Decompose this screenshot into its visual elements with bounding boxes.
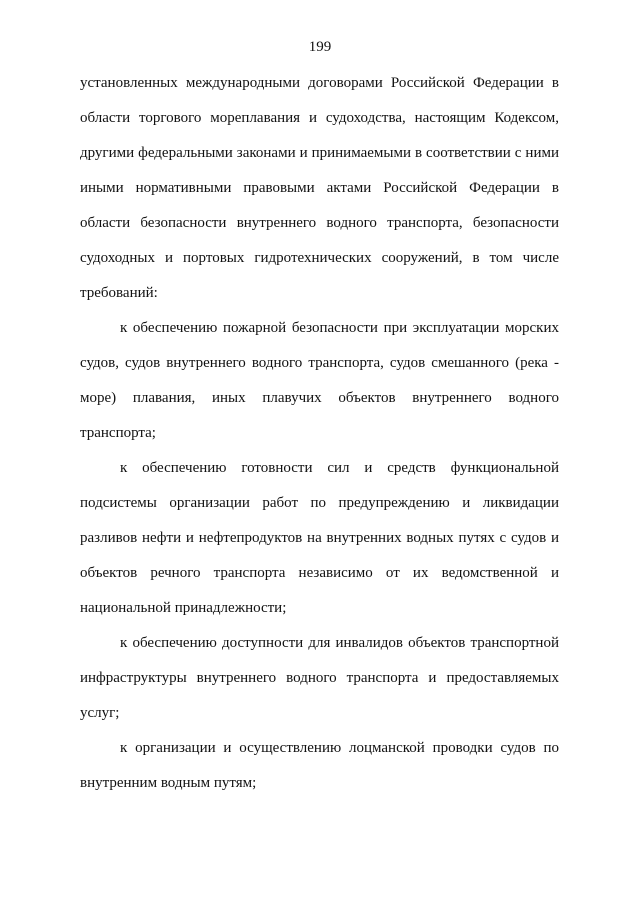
page-number: 199 [308,39,332,55]
paragraph-fire-safety: к обеспечению пожарной безопасности при эксплуатации морских судов, судов внутреннего водного транспорта, судов смешанного (река - море) плавания, иных плавучих объектов внутреннего водного транспорта; [80,320,559,441]
paragraph-pilotage: к организации и осуществлению лоцманской проводки судов по внутренним водным путям; [80,740,559,791]
paragraph-oil-spill: к обеспечению готовности сил и средств функциональной подсистемы организации работ по предупреждению и ликвидации разливов нефти и нефтепродуктов на внутренних водных путях с судов и объектов речного транспорта независимо от их ведомственной и национальной принадлежности; [80,460,559,616]
paragraph-continuation: установленных международными договорами Российской Федерации в области торгового мореплавания и судоходства, настоящим Кодексом, другими федеральными законами и принимаемыми в соответствии с ними иными нормативными правовыми актами Российской Федерации в области безопасности внутреннего водного транспорта, безопасности судоходных и портовых гидротехнических сооружений, в том числе требований: [80,75,559,301]
paragraph-accessibility: к обеспечению доступности для инвалидов объектов транспортной инфраструктуры внутреннего водного транспорта и предоставляемых услуг; [80,635,559,721]
document-body [80,66,559,801]
